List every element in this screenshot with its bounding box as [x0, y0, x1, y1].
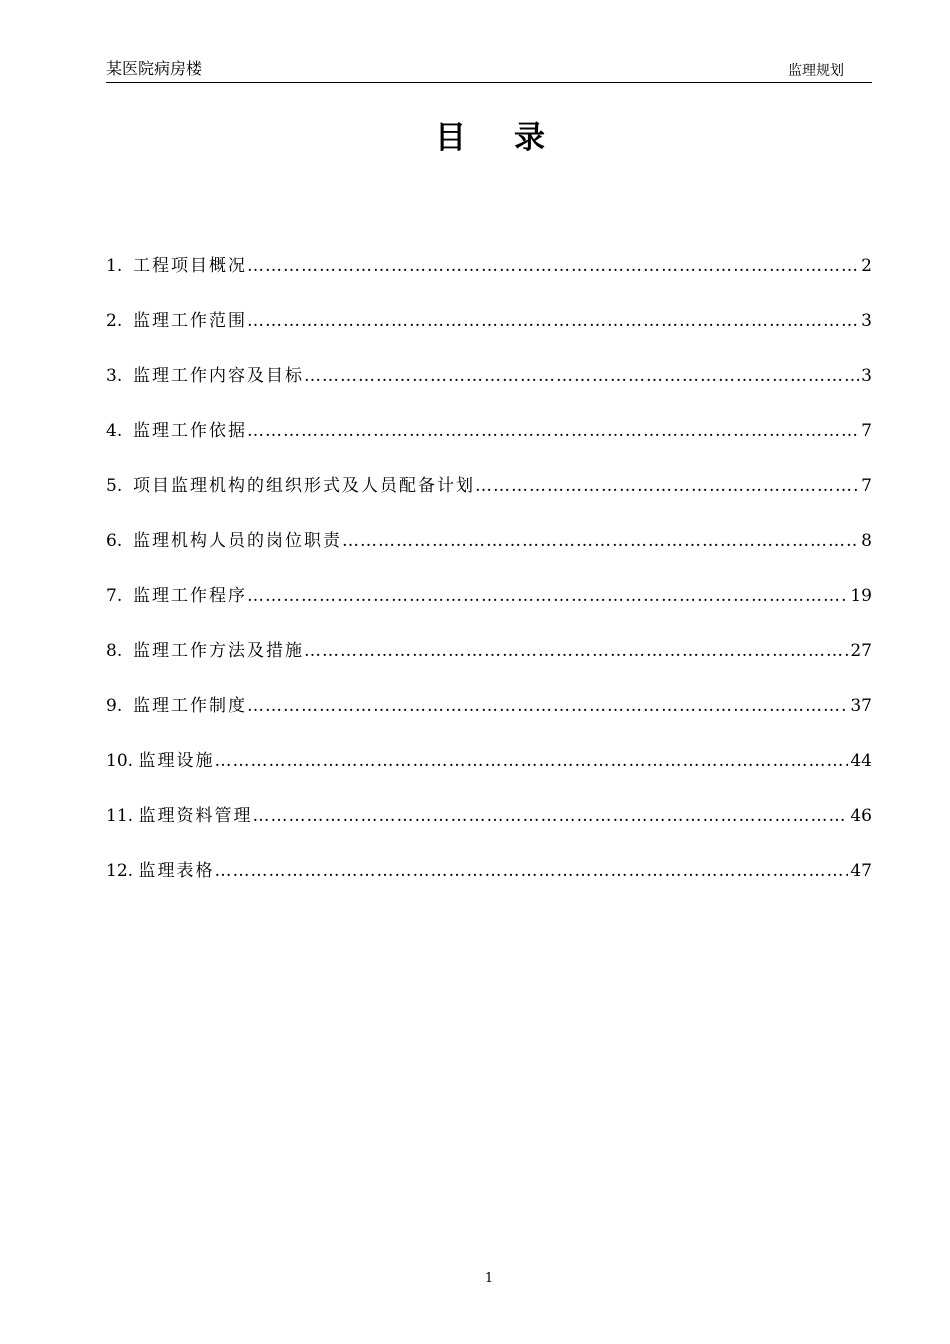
- toc-entry-label: 监理机构人员的岗位职责: [133, 531, 343, 551]
- toc-leader-dots: [247, 254, 859, 278]
- toc-leader-dots: [214, 859, 848, 883]
- page-number: 1: [484, 1271, 494, 1286]
- toc-entry-page: 47: [850, 861, 872, 881]
- toc-entry-number: 3.: [106, 366, 134, 386]
- toc-entry-number: 8.: [106, 641, 134, 661]
- header-project-name: 某医院病房楼: [106, 59, 203, 78]
- toc-entry-label: 监理设施: [138, 751, 215, 771]
- toc-leader-dots: [304, 639, 848, 663]
- table-of-contents: [106, 254, 872, 914]
- page-title: 目录: [435, 120, 593, 156]
- toc-entry-page: 7: [861, 421, 872, 441]
- toc-entry-number: 12.: [106, 861, 139, 881]
- toc-entry-label: 项目监理机构的组织形式及人员配备计划: [133, 476, 476, 496]
- toc-entry-number: 6.: [106, 531, 134, 551]
- toc-entry[interactable]: [106, 309, 872, 364]
- toc-entry-label: 监理工作制度: [133, 696, 248, 716]
- toc-entry-label: 监理工作范围: [133, 311, 248, 331]
- toc-leader-dots: [247, 694, 848, 718]
- toc-entry-number: 4.: [106, 421, 134, 441]
- toc-entry-page: 2: [861, 256, 872, 276]
- toc-entry-page: 19: [850, 586, 872, 606]
- toc-entry-label: 监理资料管理: [138, 806, 253, 826]
- header-document-type: 监理规划: [788, 63, 844, 79]
- toc-entry-label: 监理工作程序: [133, 586, 248, 606]
- toc-entry[interactable]: [106, 639, 872, 694]
- toc-entry-page: 37: [850, 696, 872, 716]
- toc-entry-number: 9.: [106, 696, 134, 716]
- toc-entry[interactable]: [106, 694, 872, 749]
- toc-leader-dots: [247, 419, 859, 443]
- toc-leader-dots: [342, 529, 859, 553]
- toc-entry-label: 监理工作内容及目标: [133, 366, 305, 386]
- toc-leader-dots: [475, 474, 859, 498]
- toc-entry-label: 监理工作依据: [133, 421, 248, 441]
- toc-entry-page: 8: [861, 531, 872, 551]
- toc-leader-dots: [304, 364, 859, 388]
- toc-entry-number: 7.: [106, 586, 134, 606]
- toc-entry-page: 44: [850, 751, 872, 771]
- toc-entry-page: 7: [861, 476, 872, 496]
- toc-entry[interactable]: [106, 749, 872, 804]
- toc-entry-number: 1.: [106, 256, 134, 276]
- toc-entry[interactable]: [106, 254, 872, 309]
- toc-leader-dots: [214, 749, 848, 773]
- page-header: [106, 58, 872, 83]
- toc-entry-number: 11.: [106, 806, 139, 826]
- toc-entry-page: 3: [861, 311, 872, 331]
- toc-entry-label: 监理表格: [138, 861, 215, 881]
- toc-entry-page: 3: [861, 366, 872, 386]
- toc-entry[interactable]: [106, 584, 872, 639]
- toc-entry[interactable]: [106, 419, 872, 474]
- toc-entry-number: 5.: [106, 476, 134, 496]
- toc-entry-number: 10.: [106, 751, 139, 771]
- toc-entry[interactable]: [106, 529, 872, 584]
- toc-entry[interactable]: [106, 364, 872, 419]
- toc-entry[interactable]: [106, 859, 872, 914]
- toc-entry-number: 2.: [106, 311, 134, 331]
- toc-leader-dots: [247, 309, 859, 333]
- toc-entry-page: 27: [850, 641, 872, 661]
- toc-leader-dots: [247, 584, 848, 608]
- toc-entry[interactable]: [106, 474, 872, 529]
- toc-entry-page: 46: [850, 806, 872, 826]
- toc-entry[interactable]: [106, 804, 872, 859]
- toc-entry-label: 工程项目概况: [133, 256, 248, 276]
- toc-entry-label: 监理工作方法及措施: [133, 641, 305, 661]
- toc-leader-dots: [252, 804, 848, 828]
